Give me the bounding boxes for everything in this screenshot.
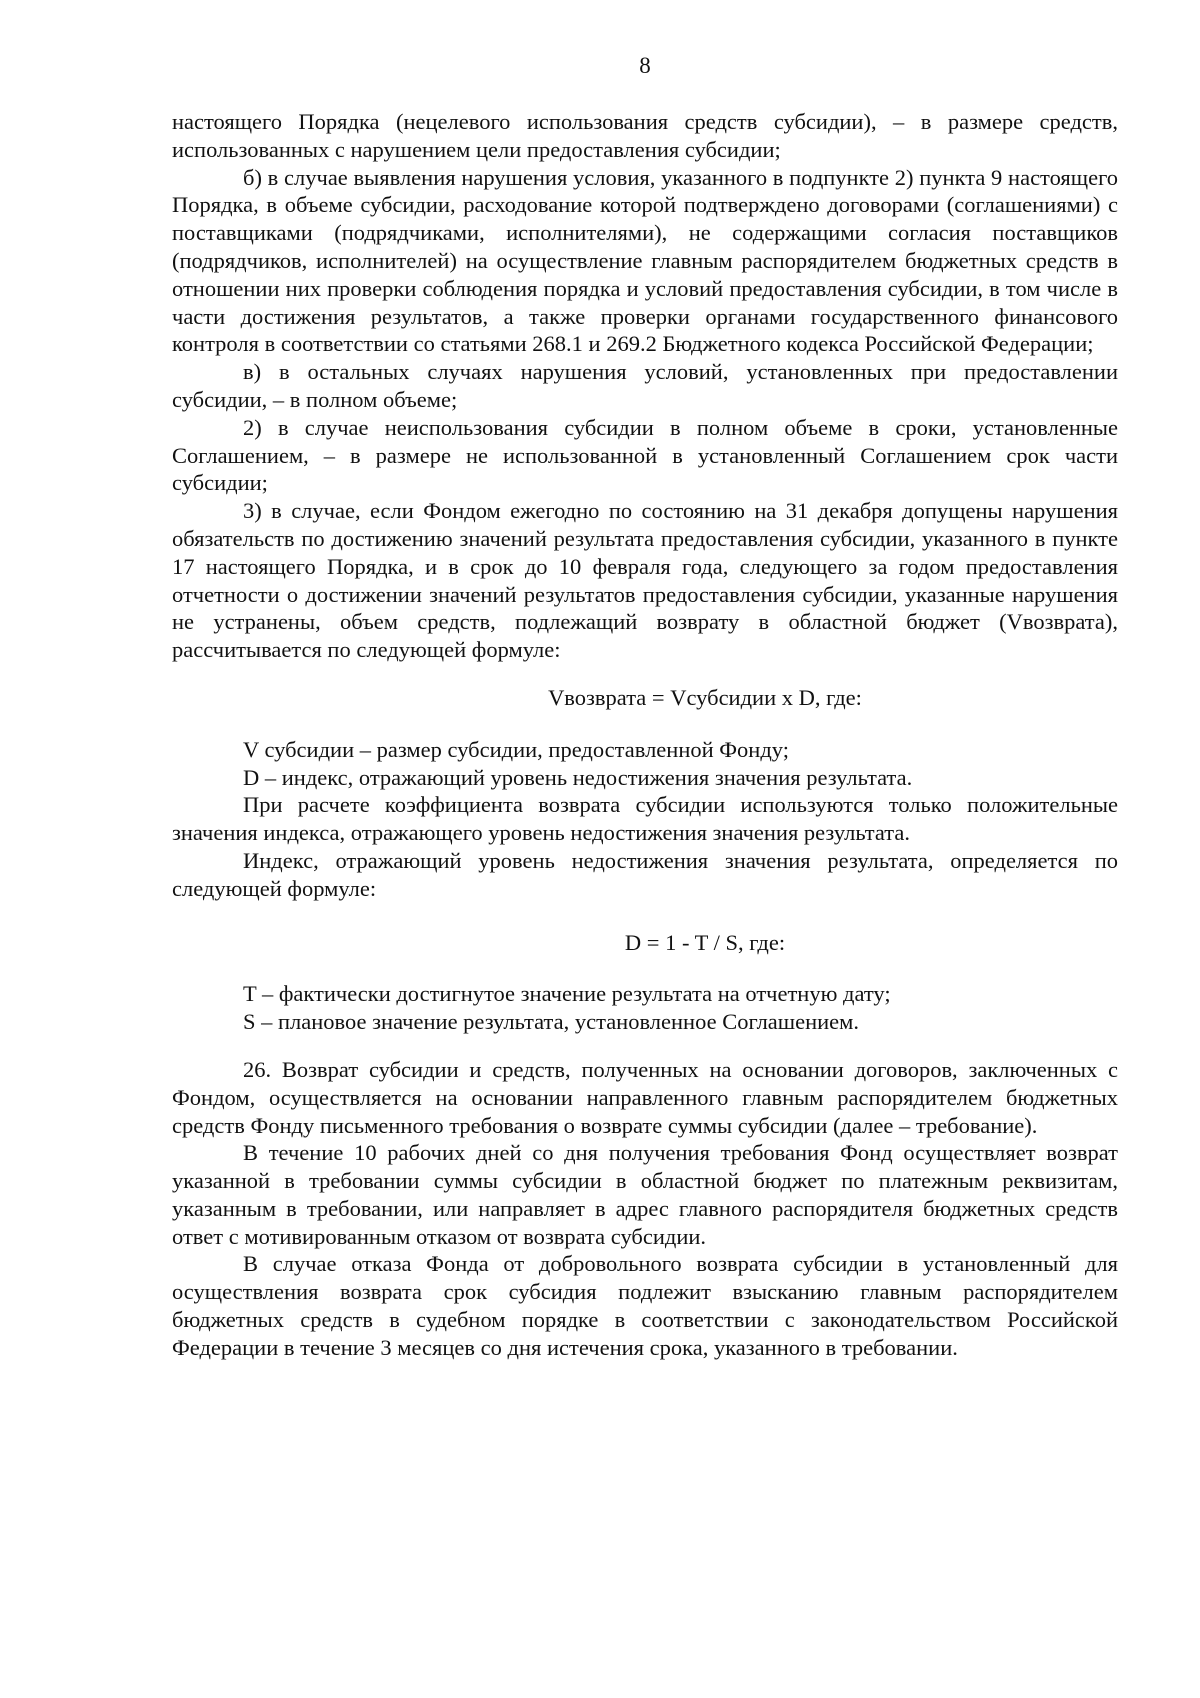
paragraph-ten-days: В течение 10 рабочих дней со дня получения требования Фонд осуществляет возврат указанной в требовании суммы субсидии в областной бюджет по платежным реквизитам, указанным в требовании, или направляет в адрес главного распорядителя бюджетных средств ответ с мотивированным отказом от возврата субсидии.: [172, 1140, 1118, 1249]
paragraph-refusal: В случае отказа Фонда от добровольного возврата субсидии в установленный для осуществления возврата срок субсидия подлежит взысканию главным распорядителем бюджетных средств в судебном порядке в соответствии с законодательством Российской Федерации в течение 3 месяцев со дня истечения срока, указанного в требовании.: [172, 1251, 1118, 1360]
page-number: 8: [639, 53, 651, 78]
formula-return-volume: Vвозврата = Vсубсидии x D, где:: [548, 684, 862, 710]
paragraph-item-v: в) в остальных случаях нарушения условий, установленных при предоставлении субсидии, – в полном объеме;: [172, 359, 1118, 412]
paragraph-index-formula-intro: Индекс, отражающий уровень недостижения значения результата, определяется по следующей формуле:: [172, 847, 1118, 901]
paragraph-item-26: 26. Возврат субсидии и средств, полученных на основании договоров, заключенных с Фондом, осуществляется на основании направленного главным распорядителем бюджетных средств Фонду письменного требования о возврате суммы субсидии (далее – требование).: [172, 1056, 1118, 1138]
paragraph-continuation: настоящего Порядка (нецелевого использования средств субсидии), – в размере средств, использованных с нарушением цели предоставления субсидии;: [172, 109, 1118, 162]
paragraph-item-3: 3) в случае, если Фондом ежегодно по состоянию на 31 декабря допущены нарушения обязательств по достижению значений результата предоставления субсидии, указанного в пункте 17 настоящего Порядка, и в срок до 10 февраля года, следующего за годом предоставления отчетности о достижении значений результатов предоставления субсидии, указанные нарушения не устранены, объем средств, подлежащий возврату в областной бюджет (Vвозврата), рассчитывается по следующей формуле:: [172, 498, 1118, 663]
paragraph-item-b: б) в случае выявления нарушения условия, указанного в подпункте 2) пункта 9 настоящего Порядка, в объеме субсидии, расходование которой подтверждено договорами (соглашениями) с поставщиками (подрядчиками, исполнителями), не содержащими согласия поставщиков (подрядчиков, исполнителей) на осуществление главным распорядителем бюджетных средств в отношении них проверки соблюдения порядка и условий предоставления субсидии, в том числе в части достижения результатов, а также проверки органами государственного финансового контроля в соответствии со статьями 268.1 и 269.2 Бюджетного кодекса Российской Федерации;: [172, 164, 1118, 357]
formula-index: D = 1 - T / S, где:: [624, 929, 786, 955]
definition-d-index: D – индекс, отражающий уровень недостижения значения результата.: [243, 764, 913, 790]
paragraph-item-2: 2) в случае неиспользования субсидии в полном объеме в сроки, установленные Соглашением, – в размере не использованной в установленный Соглашением срок части субсидии;: [172, 414, 1118, 496]
paragraph-positive-values: При расчете коэффициента возврата субсидии используются только положительные значения индекса, отражающего уровень недостижения значения результата.: [172, 792, 1118, 846]
definition-s-planned: S – плановое значение результата, установленное Соглашением.: [243, 1009, 860, 1035]
definition-v-subsidy: V субсидии – размер субсидии, предоставленной Фонду;: [243, 736, 789, 762]
document-body: [172, 108, 1118, 1362]
definition-t-actual: T – фактически достигнутое значение результата на отчетную дату;: [243, 981, 891, 1007]
